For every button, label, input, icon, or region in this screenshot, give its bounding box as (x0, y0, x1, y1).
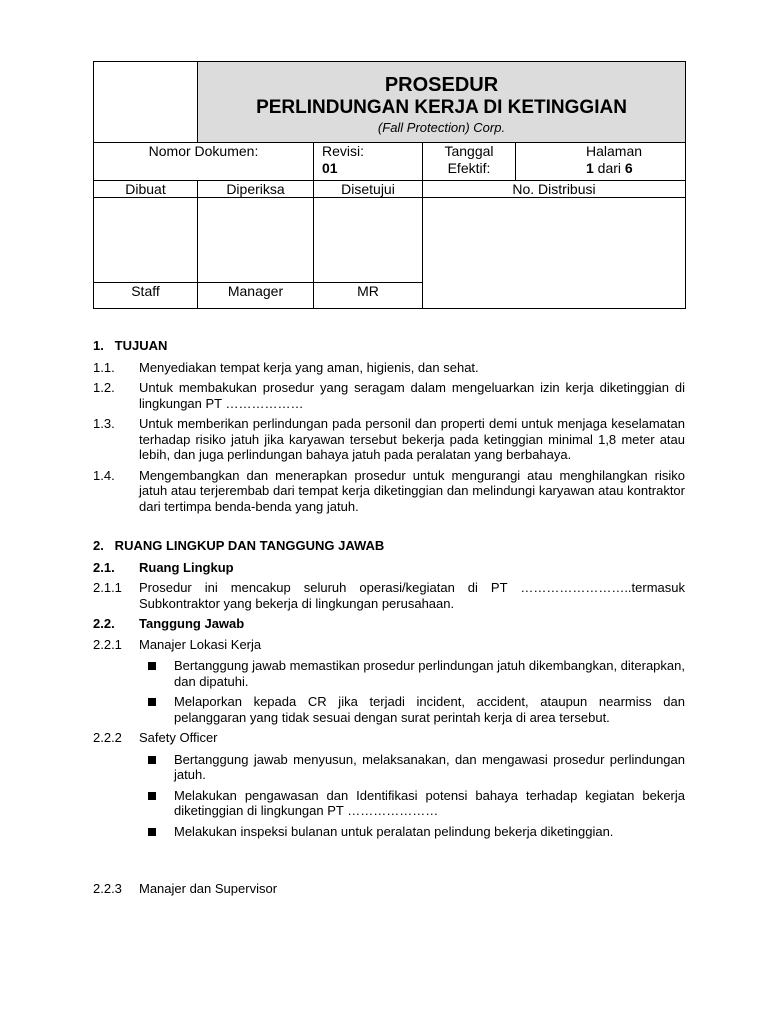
title-cell (198, 62, 686, 143)
distribusi-space (423, 198, 686, 309)
bullet-text: Bertanggung jawab menyusun, melaksanakan, dan mengawasi prosedur perlindungan jatuh. (174, 751, 685, 782)
bullet-text: Bertanggung jawab memastikan prosedur perlindungan jatuh dikembangkan, diterapkan, dan dipatuhi. (174, 658, 685, 689)
item-title: Manajer Lokasi Kerja (139, 636, 262, 652)
bullet-item (93, 658, 685, 689)
bullet-item (93, 824, 685, 840)
halaman-label: Halaman (586, 143, 643, 159)
list-item (93, 380, 685, 411)
signer-staff: Staff (94, 283, 198, 309)
bullet-text: Melakukan pengawasan dan Identifikasi potensi bahaya terhadap kegiatan bekerja diketinggian di lingkungan PT ………………… (174, 787, 685, 818)
list-item (93, 416, 685, 463)
section-2-heading: 2. RUANG LINGKUP DAN TANGGUNG JAWAB (93, 538, 385, 553)
list-item (93, 637, 685, 653)
logo-cell (94, 62, 198, 143)
document-subtitle: PERLINDUNGAN KERJA DI KETINGGIAN (256, 97, 627, 118)
signature-space-disetujui (314, 198, 423, 283)
item-text: Menyediakan tempat kerja yang aman, higienis, dan sehat. (139, 359, 479, 375)
col-dibuat: Dibuat (94, 181, 198, 198)
list-item (93, 468, 685, 515)
signature-space-dibuat (94, 198, 198, 283)
square-bullet-icon (148, 694, 174, 725)
tanggal-efektif-cell (423, 143, 516, 181)
signature-space-diperiksa (198, 198, 314, 283)
item-number: 2.2.2 (93, 730, 122, 745)
square-bullet-icon (148, 824, 174, 840)
item-number: 1.1. (93, 359, 115, 375)
col-disetujui: Disetujui (314, 181, 423, 198)
subsection-title: Ruang Lingkup (139, 559, 234, 575)
tanggal-efektif-label: Tanggal Efektif: (444, 143, 494, 176)
subsection-title: Tanggung Jawab (139, 616, 245, 631)
list-item (93, 881, 685, 897)
halaman-separator: dari (593, 160, 625, 176)
revisi-cell (314, 143, 423, 181)
halaman-current: 1 (586, 160, 594, 176)
item-number: 2.1.1 (93, 580, 122, 595)
halaman-value (586, 160, 685, 177)
nomor-dokumen-cell (94, 143, 314, 181)
item-title: Safety Officer (139, 730, 218, 745)
col-diperiksa: Diperiksa (198, 181, 314, 198)
document-body (93, 338, 685, 897)
bullet-text: Melakukan inspeksi bulanan untuk peralatan pelindung bekerja diketinggian. (174, 823, 614, 839)
bullet-item (93, 788, 685, 819)
subsection-number: 2.2. (93, 616, 115, 631)
item-number: 1.2. (93, 380, 115, 395)
bullet-text: Melaporkan kepada CR jika terjadi incident, accident, ataupun nearmiss dan pelanggaran yang tidak sesuai dengan surat perintah kerja di area tersebut. (174, 694, 685, 725)
item-number: 1.3. (93, 416, 115, 431)
document-title: PROSEDUR (384, 74, 499, 96)
subsection-heading (93, 616, 685, 632)
item-text: Untuk membakukan prosedur yang seragam dalam mengeluarkan izin kerja diketinggian di lingkungan PT ……………… (139, 380, 685, 411)
subsection-number: 2.1. (93, 559, 115, 575)
square-bullet-icon (148, 788, 174, 819)
item-title: Manajer dan Supervisor (139, 881, 278, 896)
list-item (93, 360, 685, 376)
col-no-distribusi: No. Distribusi (423, 181, 686, 198)
square-bullet-icon (148, 752, 174, 783)
revisi-value: 01 (322, 160, 338, 176)
revisi-label: Revisi: (322, 143, 365, 159)
list-item (93, 730, 685, 746)
document-subtitle-english: (Fall Protection) Corp. (377, 120, 506, 135)
bullet-item (93, 752, 685, 783)
subsection-heading (93, 560, 685, 576)
list-item (93, 580, 685, 611)
halaman-cell (516, 143, 686, 181)
item-text: Mengembangkan dan menerapkan prosedur untuk mengurangi atau menghilangkan risiko jatuh atau terjerembab dari tempat kerja diketinggian dan melindungi karyawan atau kontraktor dari tertimpa benda-benda yang jatuh. (139, 467, 685, 514)
halaman-total: 6 (624, 160, 633, 176)
signer-manager: Manager (198, 283, 314, 309)
item-text: Untuk memberikan perlindungan pada personil dan properti demi untuk menjaga keselamatan terhadap risiko jatuh jika karyawan tersebut bekerja pada ketinggian minimal 1,8 meter atau lebih, dan juga perlindungan bahaya jatuh pada peralatan yang berbahaya. (139, 416, 685, 462)
item-number: 2.2.3 (93, 881, 122, 896)
nomor-dokumen-label: Nomor Dokumen: (148, 143, 259, 159)
section-1-heading: 1. TUJUAN (93, 338, 168, 353)
signer-mr: MR (314, 283, 423, 309)
item-number: 1.4. (93, 467, 115, 483)
item-text: Prosedur ini mencakup seluruh operasi/kegiatan di PT ……………………..termasuk Subkontraktor yang bekerja di lingkungan perusahaan. (139, 580, 685, 611)
bullet-item (93, 694, 685, 725)
item-number: 2.2.1 (93, 636, 122, 652)
square-bullet-icon (148, 658, 174, 689)
document-header-table (93, 61, 686, 309)
